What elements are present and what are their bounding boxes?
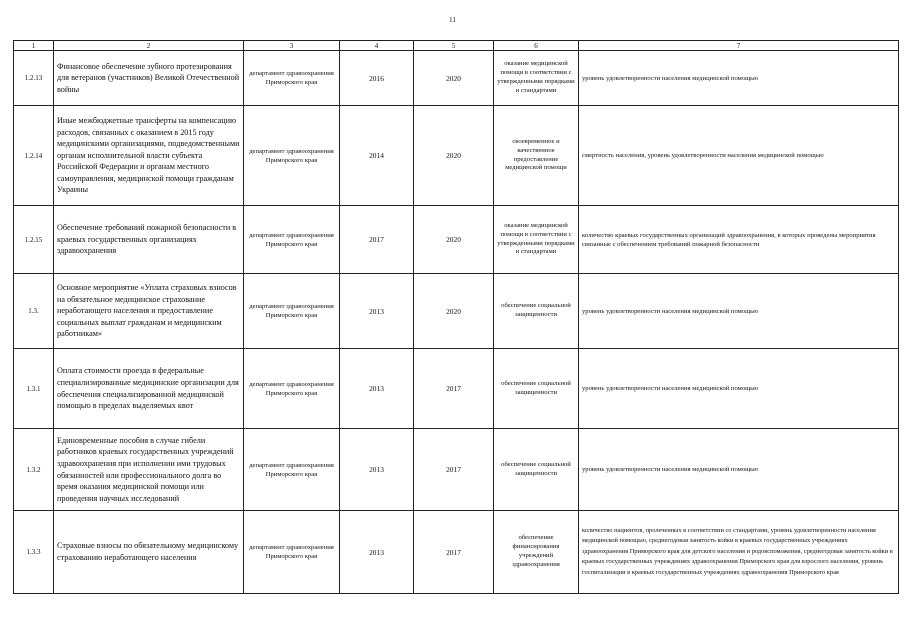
column-number: 6 <box>494 41 579 51</box>
table-row <box>14 206 899 274</box>
start-year: 2016 <box>340 51 414 106</box>
row-number: 1.3.3 <box>14 511 54 594</box>
column-number: 7 <box>579 41 899 51</box>
expected-result: своевременное и качественное предоставление медицинской помощи <box>494 106 579 206</box>
page-number: 11 <box>449 16 456 24</box>
table-row <box>14 106 899 206</box>
end-year: 2020 <box>414 274 494 349</box>
measure-name: Единовременные пособия в случае гибели работников краевых государственных учреждений здравоохранения при исполнении ими трудовых обязанностей или профессионального долга во время оказания медицинской помощи или проведения научных исследований <box>54 429 244 511</box>
expected-result: оказание медицинской помощи в соответствии с утвержденными порядками и стандартами <box>494 206 579 274</box>
program-measures-table <box>13 40 899 594</box>
expected-result: обеспечение социальной защищенности <box>494 429 579 511</box>
row-number: 1.3.1 <box>14 349 54 429</box>
indicator: количество пациентов, пролеченных в соответствии со стандартами, уровень удовлетворенности населения медицинской помощью, среднегодовая занятость койки в краевых государственных учреждениях здравоохранения Приморского края для детского населения и родовспоможения, среднегодовая занятость койки в краевых государственных учреждениях здравоохранения Приморского края для взрослого населения, уровень госпитализации в краевых государственных учреждениях здравоохранения Приморского края <box>579 511 899 594</box>
indicator: количество краевых государственных организаций здравоохранения, в которых проведены мероприятия связанные с обеспечением требований пожарной безопасности <box>579 206 899 274</box>
row-number: 1.2.15 <box>14 206 54 274</box>
measure-name: Финансовое обеспечение зубного протезирования для ветеранов (участников) Великой Отечественной войны <box>54 51 244 106</box>
executor: департамент здравоохранения Приморского края <box>244 206 340 274</box>
expected-result: обеспечение социальной защищенности <box>494 274 579 349</box>
start-year: 2013 <box>340 511 414 594</box>
row-number: 1.3. <box>14 274 54 349</box>
indicator: уровень удовлетворенности населения медицинской помощью <box>579 274 899 349</box>
executor: департамент здравоохранения Приморского края <box>244 51 340 106</box>
column-number: 4 <box>340 41 414 51</box>
measure-name: Страховые взносы по обязательному медицинскому страхованию неработающего населения <box>54 511 244 594</box>
table-row <box>14 349 899 429</box>
executor: департамент здравоохранения Приморского края <box>244 511 340 594</box>
table-row <box>14 429 899 511</box>
table-row <box>14 51 899 106</box>
start-year: 2013 <box>340 429 414 511</box>
end-year: 2017 <box>414 511 494 594</box>
indicator: уровень удовлетворенности населения медицинской помощью <box>579 51 899 106</box>
indicator: смертность населения, уровень удовлетворенности населения медицинской помощью <box>579 106 899 206</box>
expected-result: оказание медицинской помощи в соответствии с утвержденными порядками и стандартами <box>494 51 579 106</box>
end-year: 2017 <box>414 429 494 511</box>
table-row <box>14 511 899 594</box>
measure-name: Оплата стоимости проезда в федеральные специализированные медицинские организации для обеспечения специализированной медицинской помощью в пределах выделяемых квот <box>54 349 244 429</box>
column-number: 5 <box>414 41 494 51</box>
row-number: 1.2.14 <box>14 106 54 206</box>
start-year: 2013 <box>340 274 414 349</box>
indicator: уровень удовлетворенности населения медицинской помощью <box>579 429 899 511</box>
end-year: 2017 <box>414 349 494 429</box>
measure-name: Обеспечение требований пожарной безопасности в краевых государственных организациях здравоохранения <box>54 206 244 274</box>
executor: департамент здравоохранения Приморского края <box>244 349 340 429</box>
end-year: 2020 <box>414 106 494 206</box>
column-number: 3 <box>244 41 340 51</box>
expected-result: обеспечение финансирования учреждений здравоохранения <box>494 511 579 594</box>
executor: департамент здравоохранения Приморского края <box>244 106 340 206</box>
end-year: 2020 <box>414 51 494 106</box>
end-year: 2020 <box>414 206 494 274</box>
indicator: уровень удовлетворенности населения медицинской помощью <box>579 349 899 429</box>
row-number: 1.2.13 <box>14 51 54 106</box>
expected-result: обеспечение социальной защищенности <box>494 349 579 429</box>
measure-name: Иные межбюджетные трансферты на компенсацию расходов, связанных с оказанием в 2015 году медицинскими организациями, подведомственными органам исполнительной власти субъекта Российской Федерации и органам местного самоуправления, медицинской помощи гражданам Украины <box>54 106 244 206</box>
start-year: 2014 <box>340 106 414 206</box>
column-number: 1 <box>14 41 54 51</box>
row-number: 1.3.2 <box>14 429 54 511</box>
measure-name: Основное мероприятие «Уплата страховых взносов на обязательное медицинское страхование неработающего населения и предоставление социальных выплат гражданам и медицинским работникам» <box>54 274 244 349</box>
table-row <box>14 274 899 349</box>
start-year: 2017 <box>340 206 414 274</box>
start-year: 2013 <box>340 349 414 429</box>
executor: департамент здравоохранения Приморского края <box>244 429 340 511</box>
column-number: 2 <box>54 41 244 51</box>
executor: департамент здравоохранения Приморского края <box>244 274 340 349</box>
column-number-row <box>14 41 899 51</box>
